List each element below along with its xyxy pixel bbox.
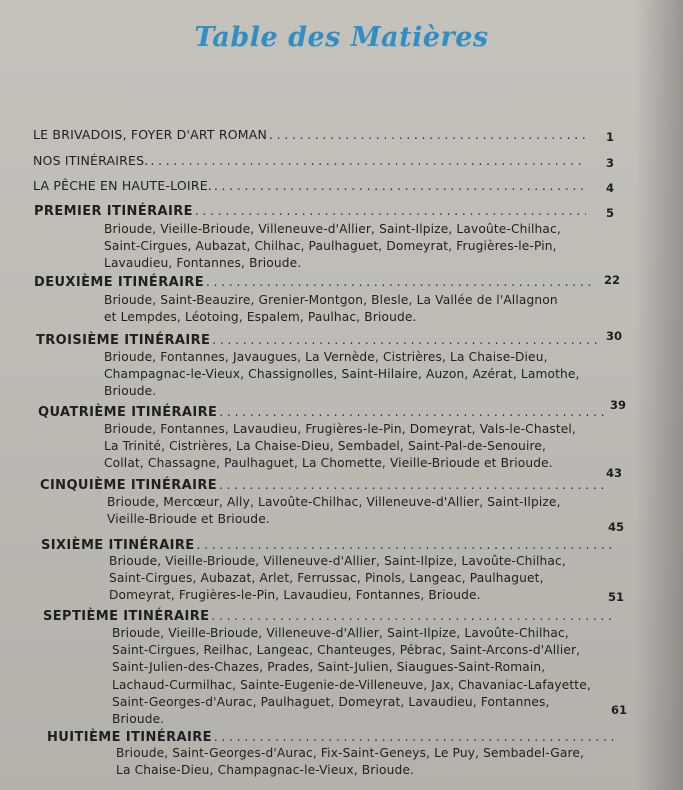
toc-entry-label: TROISIÈME ITINÉRAIRE [36, 333, 211, 348]
leader-dots [211, 609, 613, 623]
toc-page-number: 22 [603, 273, 620, 287]
page-edge-shadow [635, 0, 683, 790]
description-line: Champagnac-le-Vieux, Chassignolles, Saint-Hilaire, Auzon, Azérat, Lamothe, [104, 367, 580, 382]
description-line: Domeyrat, Frugières-le-Pin, Lavaudieu, Fontannes, Brioude. [109, 588, 481, 603]
toc-itinerary-heading[interactable] [34, 275, 596, 293]
leader-dots [197, 538, 611, 552]
description-line: Lavaudieu, Fontannes, Brioude. [104, 256, 302, 271]
description-line: Saint-Cirgues, Aubazat, Chilhac, Paulhaguet, Domeyrat, Frugières-le-Pin, [104, 239, 557, 254]
toc-entry-label: LE BRIVADOIS, FOYER D'ART ROMAN [33, 127, 268, 142]
toc-entry[interactable] [33, 153, 586, 171]
description-line: Brioude, Fontannes, Javaugues, La Vernède, Cistrières, La Chaise-Dieu, [104, 350, 548, 364]
toc-page-number: 45 [607, 520, 624, 534]
description-line: Brioude, Mercœur, Ally, Lavoûte-Chilhac, Villeneuve-d'Allier, Saint-Ilpize, [107, 495, 561, 509]
description-line: Brioude, Vieille-Brioude, Villeneuve-d'Allier, Saint-Ilpize, Lavoûte-Chilhac, [112, 626, 569, 640]
toc-page-number: 30 [605, 329, 622, 343]
toc-entry-label: SIXIÈME ITINÉRAIRE [41, 538, 195, 553]
leader-dots [150, 154, 586, 168]
itinerary-description [104, 221, 594, 273]
itinerary-description [104, 421, 614, 473]
leader-dots [219, 405, 604, 419]
itinerary-description [116, 745, 626, 779]
description-line: Brioude, Vieille-Brioude, Villeneuve-d'Allier, Saint-Ilpize, Lavoûte-Chilhac, [109, 554, 566, 568]
leader-dots [206, 275, 596, 289]
toc-itinerary-heading[interactable] [34, 204, 586, 222]
toc-entry-label: NOS ITINÉRAIRES. [33, 153, 149, 168]
toc-entry-label: CINQUIÈME ITINÉRAIRE [40, 478, 218, 493]
description-line: Brioude, Saint-Beauzire, Grenier-Montgon, Blesle, La Vallée de l'Allagnon [104, 293, 558, 307]
toc-entry-label: QUATRIÈME ITINÉRAIRE [38, 405, 218, 420]
leader-dots [269, 128, 586, 142]
toc-page-number: 5 [605, 206, 614, 220]
description-line: Brioude, Vieille-Brioude, Villeneuve-d'Allier, Saint-Ilpize, Lavoûte-Chilhac, [104, 222, 561, 236]
description-line: Vieille-Brioude et Brioude. [107, 512, 270, 527]
leader-dots [214, 179, 586, 193]
toc-entry-label: LA PÊCHE EN HAUTE-LOIRE. [33, 178, 212, 193]
toc-page-number: 1 [605, 130, 614, 144]
leader-dots [214, 730, 615, 744]
toc-entry-label: SEPTIÈME ITINÉRAIRE [43, 609, 210, 624]
description-line: Collat, Chassagne, Paulhaguet, La Chomette, Vieille-Brioude et Brioude. [104, 456, 553, 471]
leader-dots [219, 478, 608, 492]
toc-entry[interactable] [33, 127, 586, 145]
leader-dots [212, 333, 602, 347]
leader-dots [195, 204, 586, 218]
toc-page-number: 43 [605, 466, 622, 480]
description-line: La Chaise-Dieu, Champagnac-le-Vieux, Brioude. [116, 763, 415, 778]
toc-page-number: 51 [607, 590, 624, 604]
toc-entry-label: DEUXIÈME ITINÉRAIRE [34, 275, 205, 290]
description-line: Saint-Julien-des-Chazes, Prades, Saint-Julien, Siaugues-Saint-Romain, [112, 660, 546, 675]
toc-page-number: 4 [605, 181, 614, 195]
description-line: Saint-Cirgues, Reilhac, Langeac, Chanteuges, Pébrac, Saint-Arcons-d'Allier, [112, 643, 581, 658]
itinerary-description [104, 292, 604, 326]
description-line: Brioude, Fontannes, Lavaudieu, Frugières-le-Pin, Domeyrat, Vals-le-Chastel, [104, 422, 576, 436]
itinerary-description [104, 349, 610, 401]
toc-entry[interactable] [33, 178, 586, 196]
description-line: Saint-Georges-d'Aurac, Paulhaguet, Domeyrat, Lavaudieu, Fontannes, [112, 694, 550, 709]
toc-page-number: 61 [610, 703, 627, 717]
toc-entry-label: HUITIÈME ITINÉRAIRE [47, 730, 212, 745]
description-line: Saint-Cirgues, Aubazat, Arlet, Ferrussac, Pinols, Langeac, Paulhaguet, [109, 571, 544, 586]
description-line: Lachaud-Curmilhac, Sainte-Eugenie-de-Villeneuve, Jax, Chavaniac-Lafayette, [112, 677, 591, 692]
page-title: Table des Matières [194, 22, 489, 53]
description-line: Brioude. [112, 712, 165, 727]
description-line: Brioude, Saint-Georges-d'Aurac, Fix-Saint-Geneys, Le Puy, Sembadel-Gare, [116, 746, 585, 760]
description-line: La Trinité, Cistrières, La Chaise-Dieu, Sembadel, Saint-Pal-de-Senouire, [104, 439, 547, 454]
description-line: et Lempdes, Léotoing, Espalem, Paulhac, Brioude. [104, 310, 417, 325]
itinerary-description [112, 625, 622, 728]
toc-entry-label: PREMIER ITINÉRAIRE [34, 204, 193, 219]
itinerary-description [107, 494, 617, 528]
itinerary-description [109, 553, 619, 605]
description-line: Brioude. [104, 384, 157, 399]
toc-page-number: 39 [609, 398, 626, 412]
toc-page-number: 3 [605, 156, 614, 170]
